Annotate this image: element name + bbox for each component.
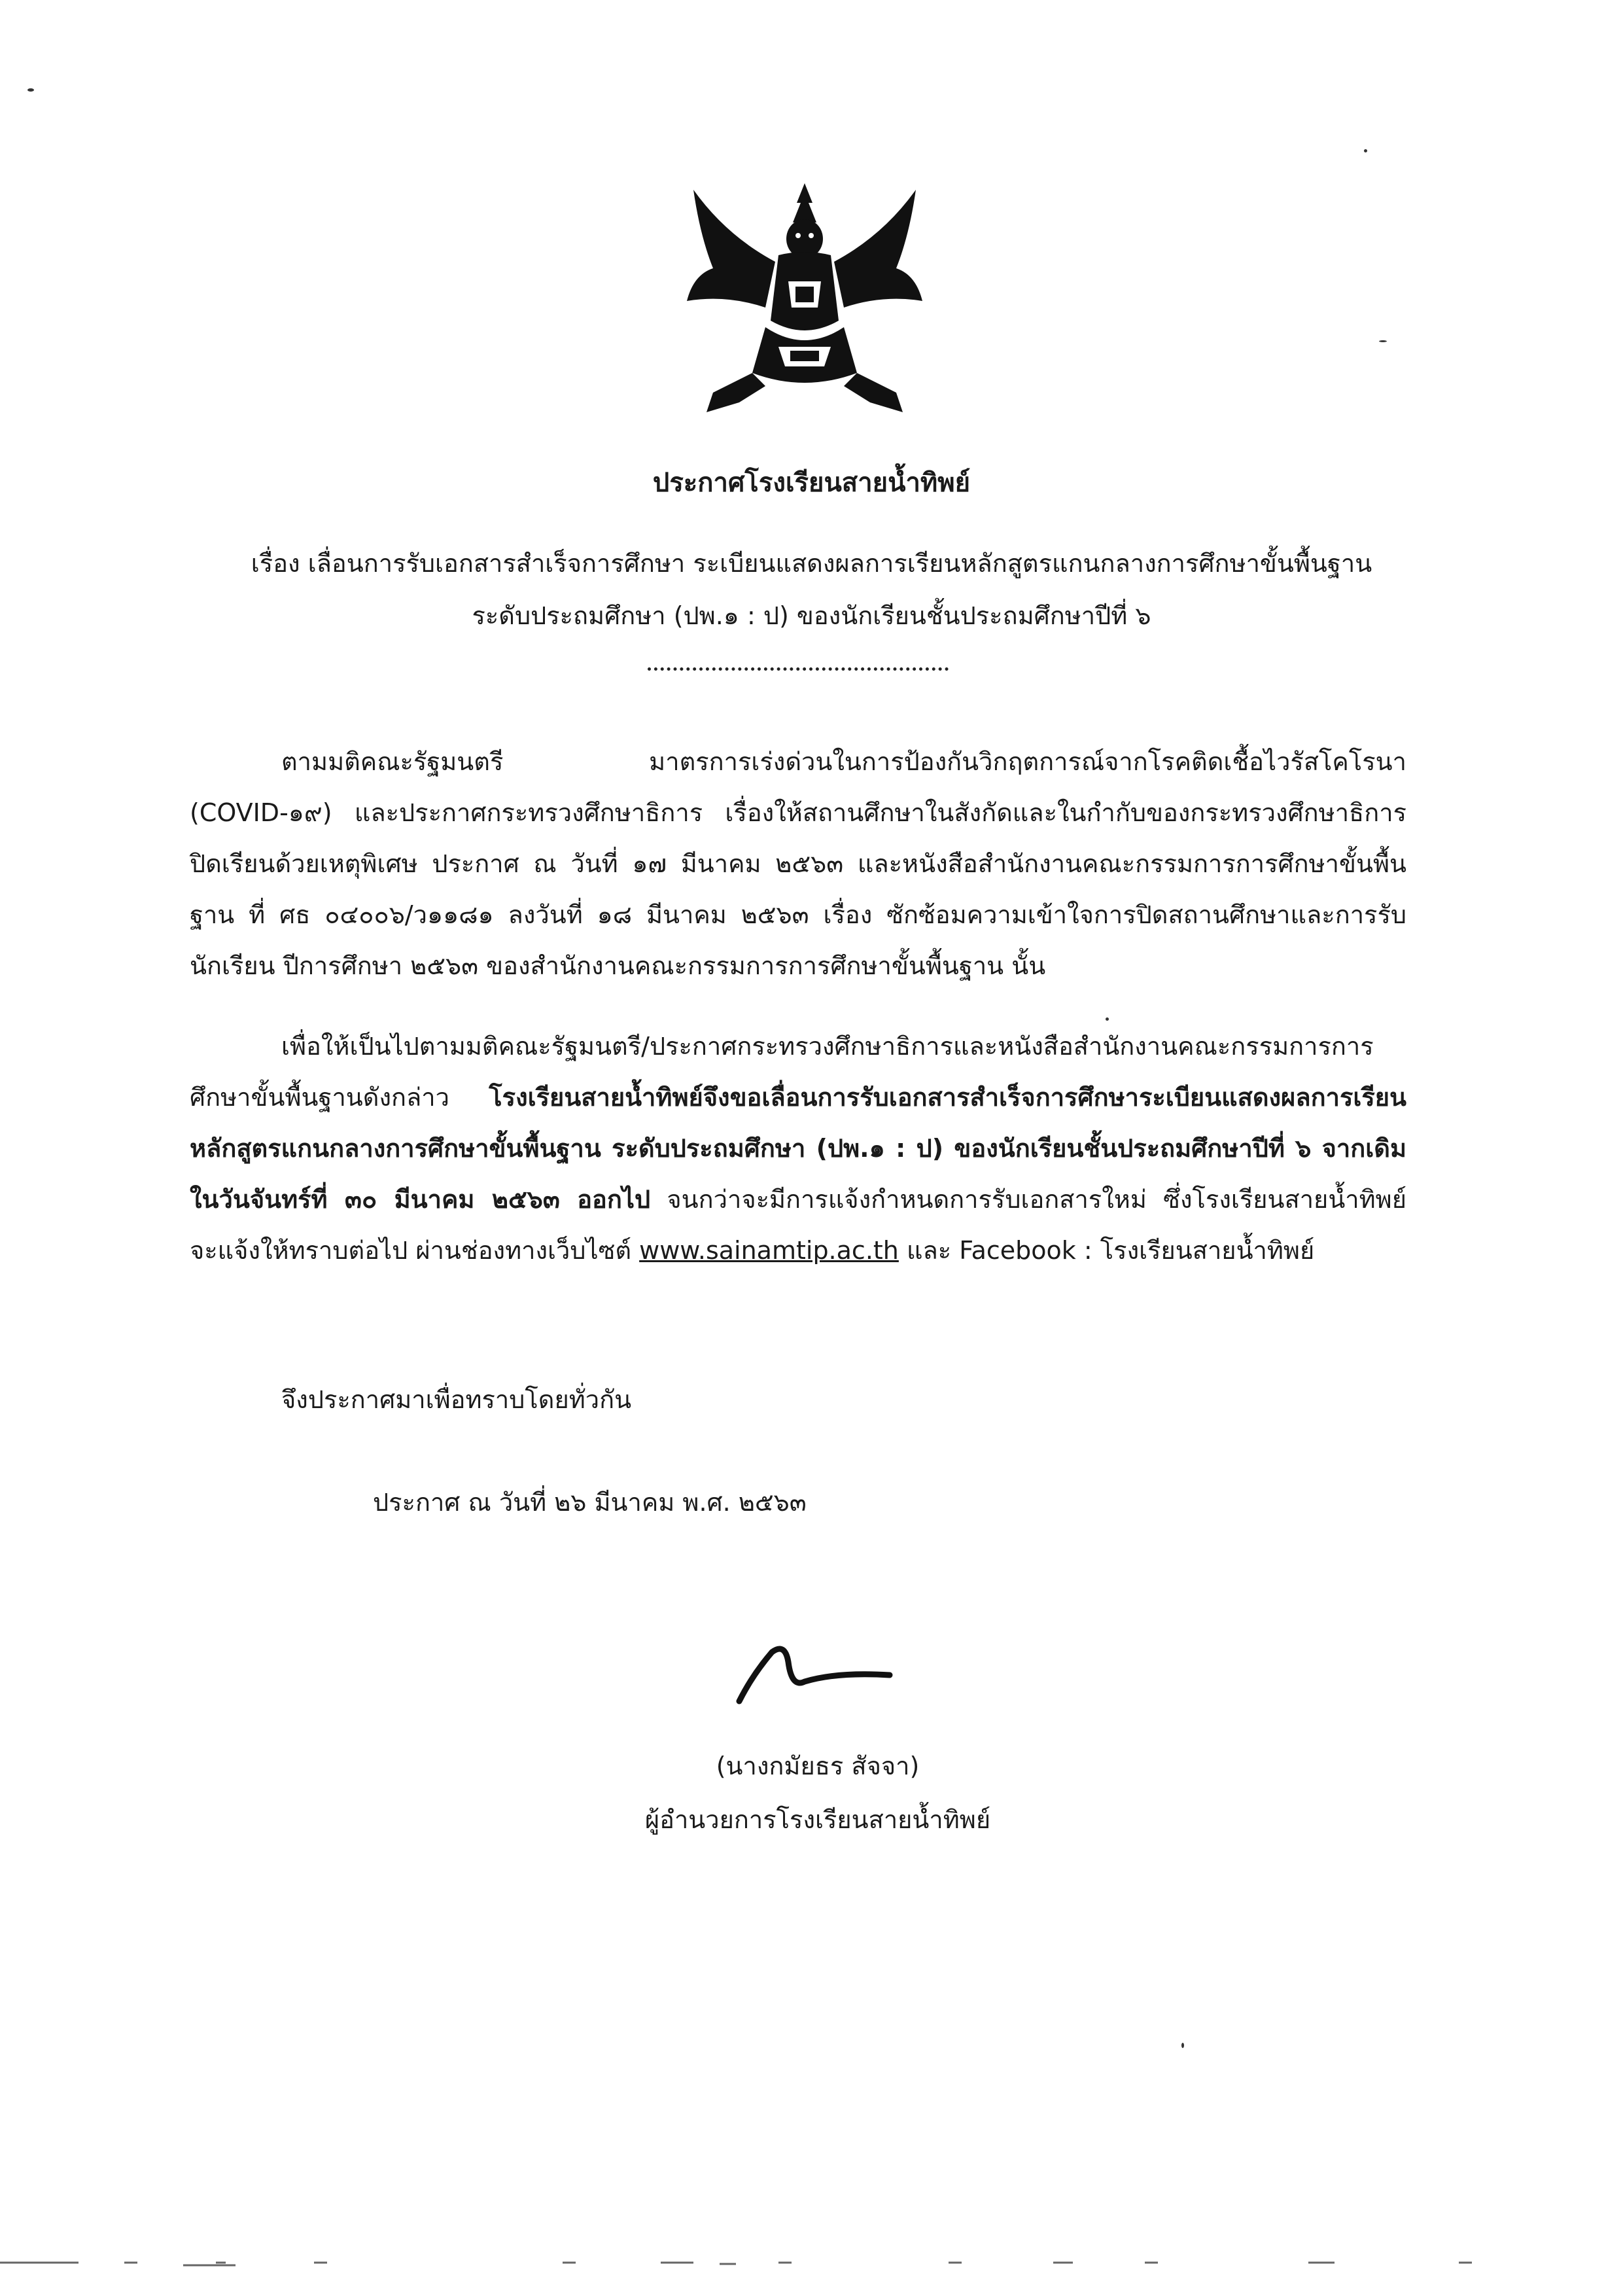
scan-edge-marks bbox=[0, 2256, 1623, 2269]
paragraph-1-text: ตามมติคณะรัฐมนตรี มาตรการเร่งด่วนในการป้องกันวิกฤตการณ์จากโรคติดเชื้อไวรัสโคโรนา (COVID-๑๙) และประกาศกระทรวงศึกษาธิการ เรื่องให้สถานศึกษาในสังกัดและในกำกับของกระทรวงศึกษาธิการปิดเรียนด้วยเหตุพิเศษ ประกาศ ณ วันที่ ๑๗ มีนาคม ๒๕๖๓ และหนังสือสำนักงานคณะกรรมการการศึกษาขั้นพื้นฐาน ที่ ศธ ๐๔๐๐๖/ว๑๑๘๑ ลงวันที่ ๑๘ มีนาคม ๒๕๖๓ เรื่อง ซักซ้อมความเข้าใจการปิดสถานศึกษาและการรับนักเรียน ปีการศึกษา ๒๕๖๓ ของสำนักงานคณะกรรมการการศึกษาขั้นพื้นฐาน นั้น bbox=[190, 747, 1406, 980]
paragraph-2-end: และ Facebook : โรงเรียนสายน้ำทิพย์ bbox=[898, 1236, 1315, 1265]
announcement-date: ประกาศ ณ วันที่ ๒๖ มีนาคม พ.ศ. ๒๕๖๓ bbox=[373, 1488, 807, 1517]
paragraph-2 bbox=[190, 1021, 1406, 1276]
scan-speck bbox=[1379, 340, 1387, 342]
closing-statement: จึงประกาศมาเพื่อทราบโดยทั่วกัน bbox=[281, 1385, 632, 1414]
dotted-divider bbox=[648, 661, 949, 671]
subject-line-2: ระดับประถมศึกษา (ปพ.๑ : ป) ของนักเรียนชั้นประถมศึกษาปีที่ ๖ bbox=[472, 601, 1151, 630]
scan-speck bbox=[1364, 149, 1367, 152]
signer-name: (นางกมัยธร สัจจา) bbox=[716, 1752, 920, 1780]
scan-speck bbox=[1181, 2043, 1184, 2048]
signature-icon bbox=[733, 1636, 929, 1714]
paragraph-2-intro: เพื่อให้เป็นไปตามมติคณะรัฐมนตรี/ประกาศกระทรวงศึกษาธิการและหนังสือสำนักงานคณะกรรมการการศึกษาขั้นพื้นฐานดังกล่าว bbox=[190, 1032, 1374, 1112]
website-link[interactable]: www.sainamtip.ac.th bbox=[639, 1236, 899, 1265]
scan-speck bbox=[1106, 1017, 1109, 1021]
signer-position: ผู้อำนวยการโรงเรียนสายน้ำทิพย์ bbox=[644, 1805, 991, 1834]
garuda-emblem-icon bbox=[667, 177, 942, 425]
paragraph-2-rest: จนกว่าจะมีการแจ้งกำหนดการรับเอกสารใหม่ ซึ่งโรงเรียนสายน้ำทิพย์จะแจ้งให้ทราบต่อไป ผ่านช่องทางเว็บไซต์ bbox=[190, 1185, 1406, 1265]
subject-line-1: เรื่อง เลื่อนการรับเอกสารสำเร็จการศึกษา ระเบียนแสดงผลการเรียนหลักสูตรแกนกลางการศึกษาขั้นพื้นฐาน bbox=[251, 549, 1372, 578]
paragraph-1 bbox=[190, 736, 1406, 991]
scan-speck bbox=[27, 88, 34, 92]
paragraph-2-bold: โรงเรียนสายน้ำทิพย์จึงขอเลื่อนการรับเอกสารสำเร็จการศึกษาระเบียนแสดงผลการเรียนหลักสูตรแกนกลางการศึกษาขั้นพื้นฐาน ระดับประถมศึกษา (ปพ.๑ : ป) ของนักเรียนชั้นประถมศึกษาปีที่ ๖ จากเดิมในวันจันทร์ที่ ๓๐ มีนาคม ๒๕๖๓ ออกไป bbox=[190, 1083, 1406, 1214]
announcement-title: ประกาศโรงเรียนสายน้ำทิพย์ bbox=[652, 468, 971, 498]
